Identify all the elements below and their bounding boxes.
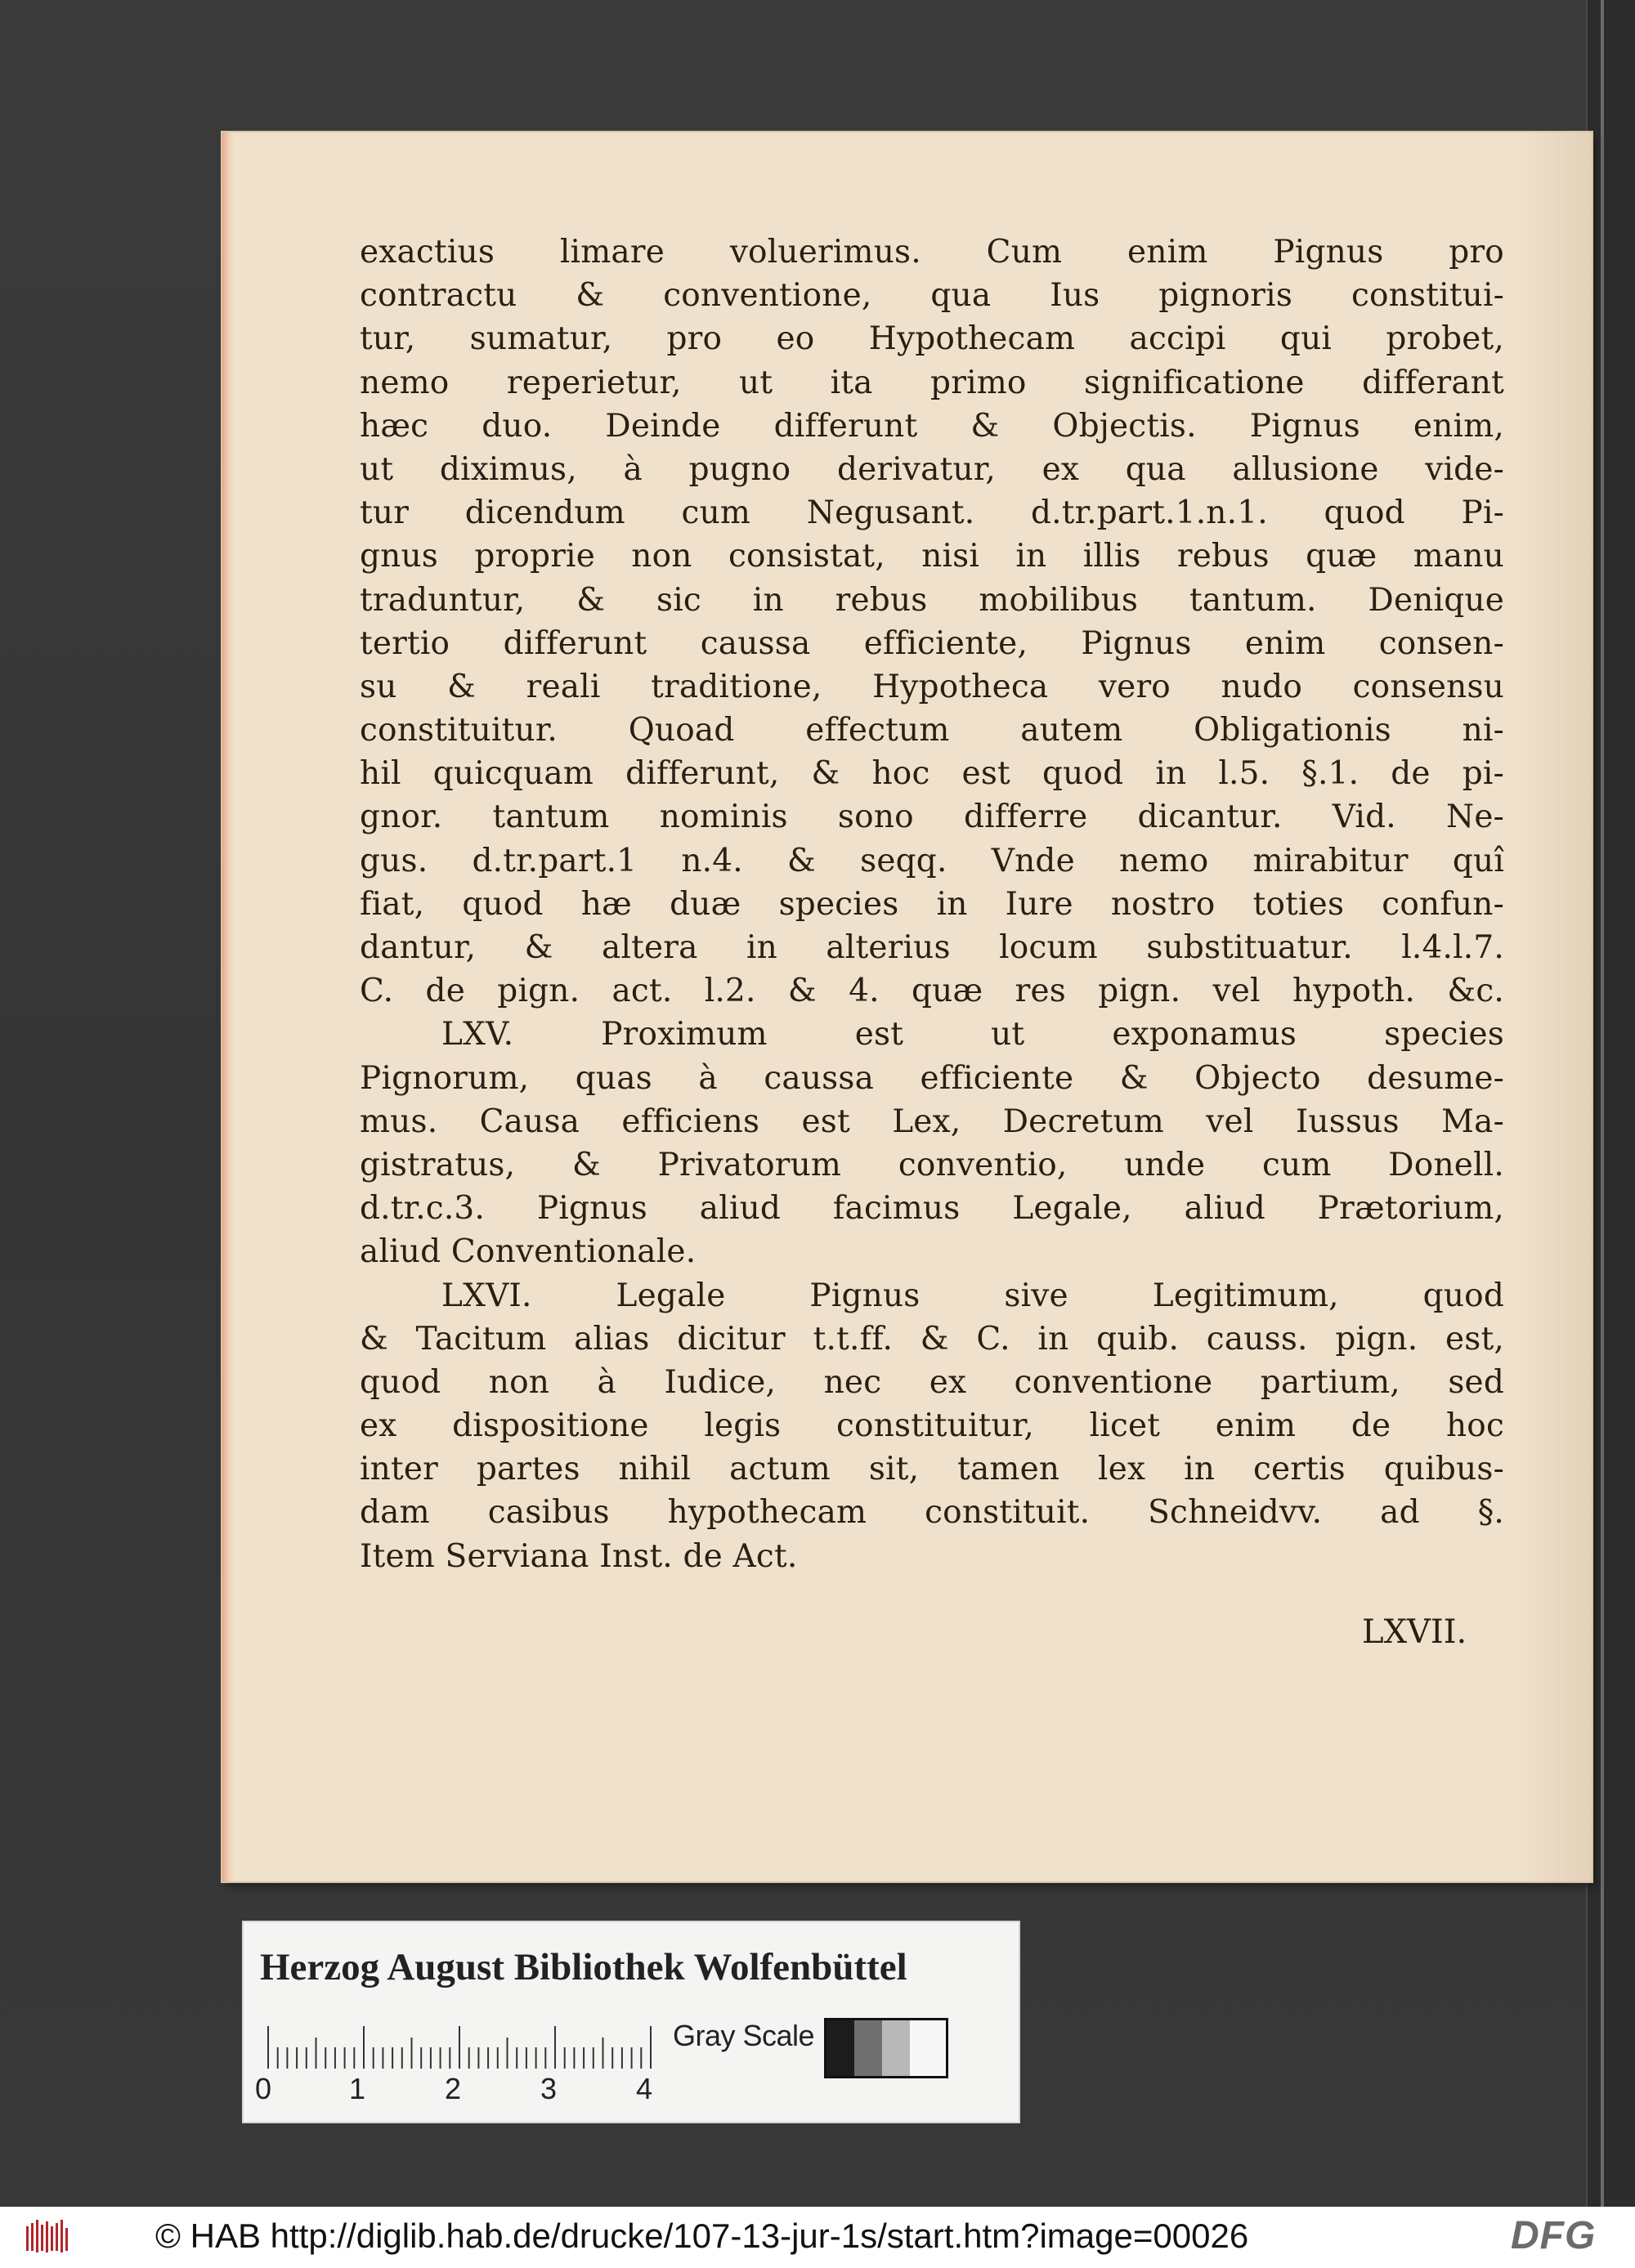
text-line: ex dispositione legis constituitur, licet enim de hoc xyxy=(360,1407,1504,1445)
gray-swatch xyxy=(882,2020,910,2076)
page-shadow xyxy=(1518,132,1592,1881)
text-line: su & reali traditione, Hypotheca vero nudo consensu xyxy=(360,668,1504,705)
dfg-logo: DFG xyxy=(1511,2214,1597,2257)
text-line: constituitur. Quoad effectum autem Obligationis ni- xyxy=(360,712,1504,749)
text-line: d.tr.c.3. Pignus aliud facimus Legale, aliud Prætorium, xyxy=(360,1190,1504,1228)
text-line: & Tacitum alias dicitur t.t.ff. & C. in quib. causs. pign. est, xyxy=(360,1320,1504,1358)
text-line: contractu & conventione, qua Ius pignoris constitui- xyxy=(360,277,1504,315)
text-line: inter partes nihil actum sit, tamen lex in certis quibus- xyxy=(360,1451,1504,1488)
ruler-scale xyxy=(267,2024,652,2069)
text-line: mus. Causa efficiens est Lex, Decretum vel Iussus Ma- xyxy=(360,1103,1504,1140)
text-line: C. de pign. act. l.2. & 4. quæ res pign. vel hypoth. &c. xyxy=(360,973,1504,1010)
footer-copyright-url: © HAB http://diglib.hab.de/drucke/107-13-jur-1s/start.htm?image=00026 xyxy=(155,2217,1249,2255)
text-line: hæc duo. Deinde differunt & Objectis. Pignus enim, xyxy=(360,407,1504,445)
text-line: ut diximus, à pugno derivatur, ex qua allusione vide- xyxy=(360,450,1504,488)
ruler-number: 2 xyxy=(445,2072,462,2105)
footer-bar xyxy=(0,2207,1635,2268)
backdrop-edge-line xyxy=(1601,0,1604,2207)
gray-scale-swatches xyxy=(824,2018,948,2078)
gray-scale-label: Gray Scale xyxy=(673,2019,815,2052)
hab-logo-icon xyxy=(25,2218,69,2256)
card-title: Herzog August Bibliothek Wolfenbüttel xyxy=(260,1946,907,1988)
ruler-number: 1 xyxy=(349,2072,366,2105)
text-line: Item Serviana Inst. de Act. xyxy=(360,1537,798,1575)
gray-swatch xyxy=(826,2020,854,2076)
text-line: exactius limare voluerimus. Cum enim Pignus pro xyxy=(360,234,1504,271)
calibration-card xyxy=(242,1921,1020,2123)
text-line: tur dicendum cum Negusant. d.tr.part.1.n.1. quod Pi- xyxy=(360,494,1504,532)
text-line: dam casibus hypothecam constituit. Schneidvv. ad §. xyxy=(360,1494,1504,1532)
text-line: aliud Conventionale. xyxy=(360,1233,697,1271)
text-line: nemo reperietur, ut ita primo significatione differant xyxy=(360,364,1504,401)
gray-swatch xyxy=(854,2020,882,2076)
text-line: Pignorum, quas à caussa efficiente & Objecto desume- xyxy=(360,1059,1504,1097)
gray-swatch xyxy=(910,2020,946,2076)
ruler-number: 3 xyxy=(540,2072,558,2105)
section-heading-lxv: LXV. Proximum est ut exponamus species xyxy=(441,1016,1504,1053)
text-line: gus. d.tr.part.1 n.4. & seqq. Vnde nemo mirabitur quî xyxy=(360,842,1504,879)
text-line: quod non à Iudice, nec ex conventione partium, sed xyxy=(360,1363,1504,1401)
text-line: tertio differunt caussa efficiente, Pignus enim consen- xyxy=(360,624,1504,662)
text-line: fiat, quod hæ duæ species in Iure nostro toties confun- xyxy=(360,885,1504,923)
text-line: dantur, & altera in alterius locum substituatur. l.4.l.7. xyxy=(360,929,1504,966)
backdrop-right-panel xyxy=(1586,0,1635,2207)
text-line: hil quicquam differunt, & hoc est quod in l.5. §.1. de pi- xyxy=(360,755,1504,793)
section-heading-lxvi: LXVI. Legale Pignus sive Legitimum, quod xyxy=(441,1277,1504,1314)
text-line: gnor. tantum nominis sono differre dicantur. Vid. Ne- xyxy=(360,798,1504,836)
page-red-edge xyxy=(222,132,234,1881)
ruler-number: 4 xyxy=(636,2072,653,2105)
text-line: gnus proprie non consistat, nisi in illis rebus quæ manu xyxy=(360,538,1504,575)
page-text-block xyxy=(360,230,1504,1578)
text-line: tur, sumatur, pro eo Hypothecam accipi qui probet, xyxy=(360,320,1504,358)
text-line: gistratus, & Privatorum conventio, unde cum Donell. xyxy=(360,1146,1504,1183)
catchword: LXVII. xyxy=(1362,1613,1467,1651)
ruler-number: 0 xyxy=(255,2072,272,2105)
text-line: traduntur, & sic in rebus mobilibus tantum. Denique xyxy=(360,581,1504,619)
